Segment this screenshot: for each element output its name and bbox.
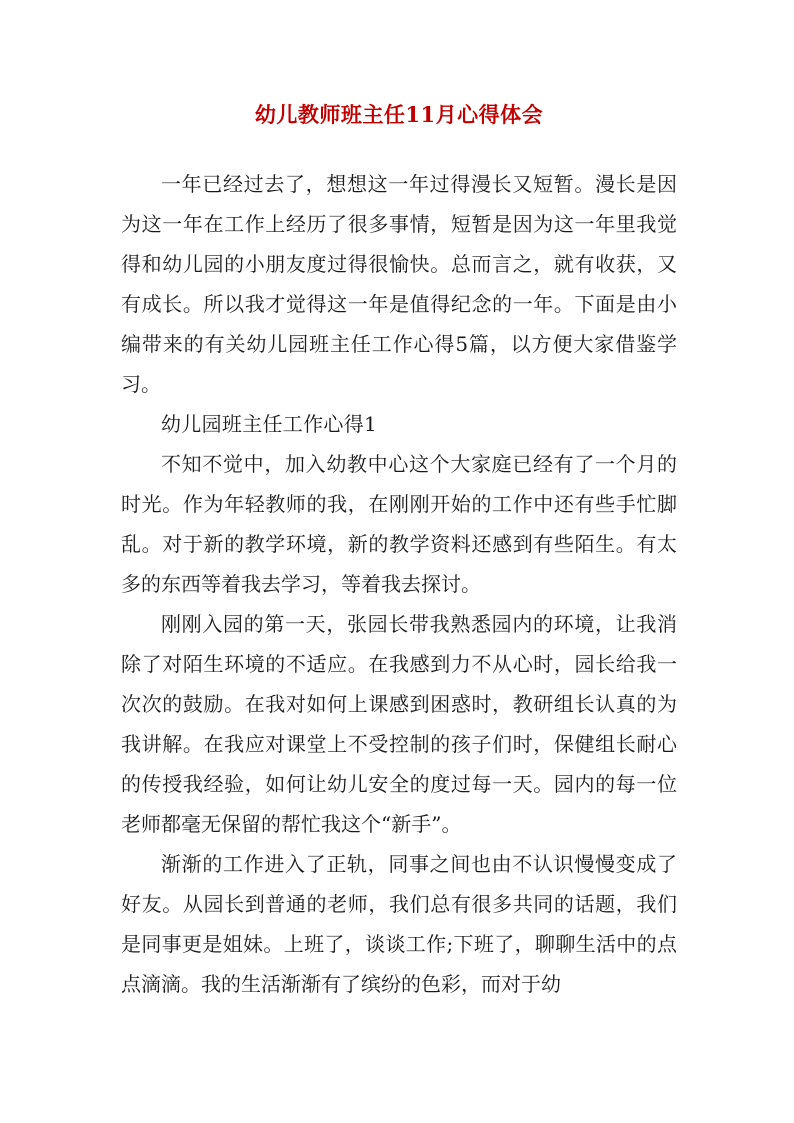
paragraph-2: 刚刚入园的第一天，张园长带我熟悉园内的环境，让我消除了对陌生环境的不适应。在我感到力不从心时，园长给我一次次的鼓励。在我对如何上课感到困惑时，教研组长认真的为我讲解。在我应对课堂上不受控制的孩子们时，保健组长耐心的传授我经验，如何让幼儿安全的度过每一天。园内的每一位老师都毫无保留的帮忙我这个“新手”。 xyxy=(121,612,677,836)
section-heading: 幼儿园班主任工作心得1 xyxy=(161,412,378,436)
paragraph-3: 渐渐的工作进入了正轨，同事之间也由不认识慢慢变成了好友。从园长到普通的老师，我们总有很多共同的话题，我们是同事更是姐妹。上班了，谈谈工作;下班了，聊聊生活中的点点滴滴。我的生活渐渐有了缤纷的色彩，而对于幼 xyxy=(121,852,677,996)
paragraph-intro: 一年已经过去了，想想这一年过得漫长又短暂。漫长是因为这一年在工作上经历了很多事情，短暂是因为这一年里我觉得和幼儿园的小朋友度过得很愉快。总而言之，就有收获，又有成长。所以我才觉得这一年是值得纪念的一年。下面是由小编带来的有关幼儿园班主任工作心得5篇，以方便大家借鉴学习。 xyxy=(121,172,677,396)
document-title: 幼儿教师班主任11月心得体会 xyxy=(254,102,544,127)
document-page xyxy=(121,92,677,1004)
paragraph-1: 不知不觉中，加入幼教中心这个大家庭已经有了一个月的时光。作为年轻教师的我，在刚刚开始的工作中还有些手忙脚乱。对于新的教学环境，新的教学资料还感到有些陌生。有太多的东西等着我去学习，等着我去探讨。 xyxy=(121,452,677,596)
